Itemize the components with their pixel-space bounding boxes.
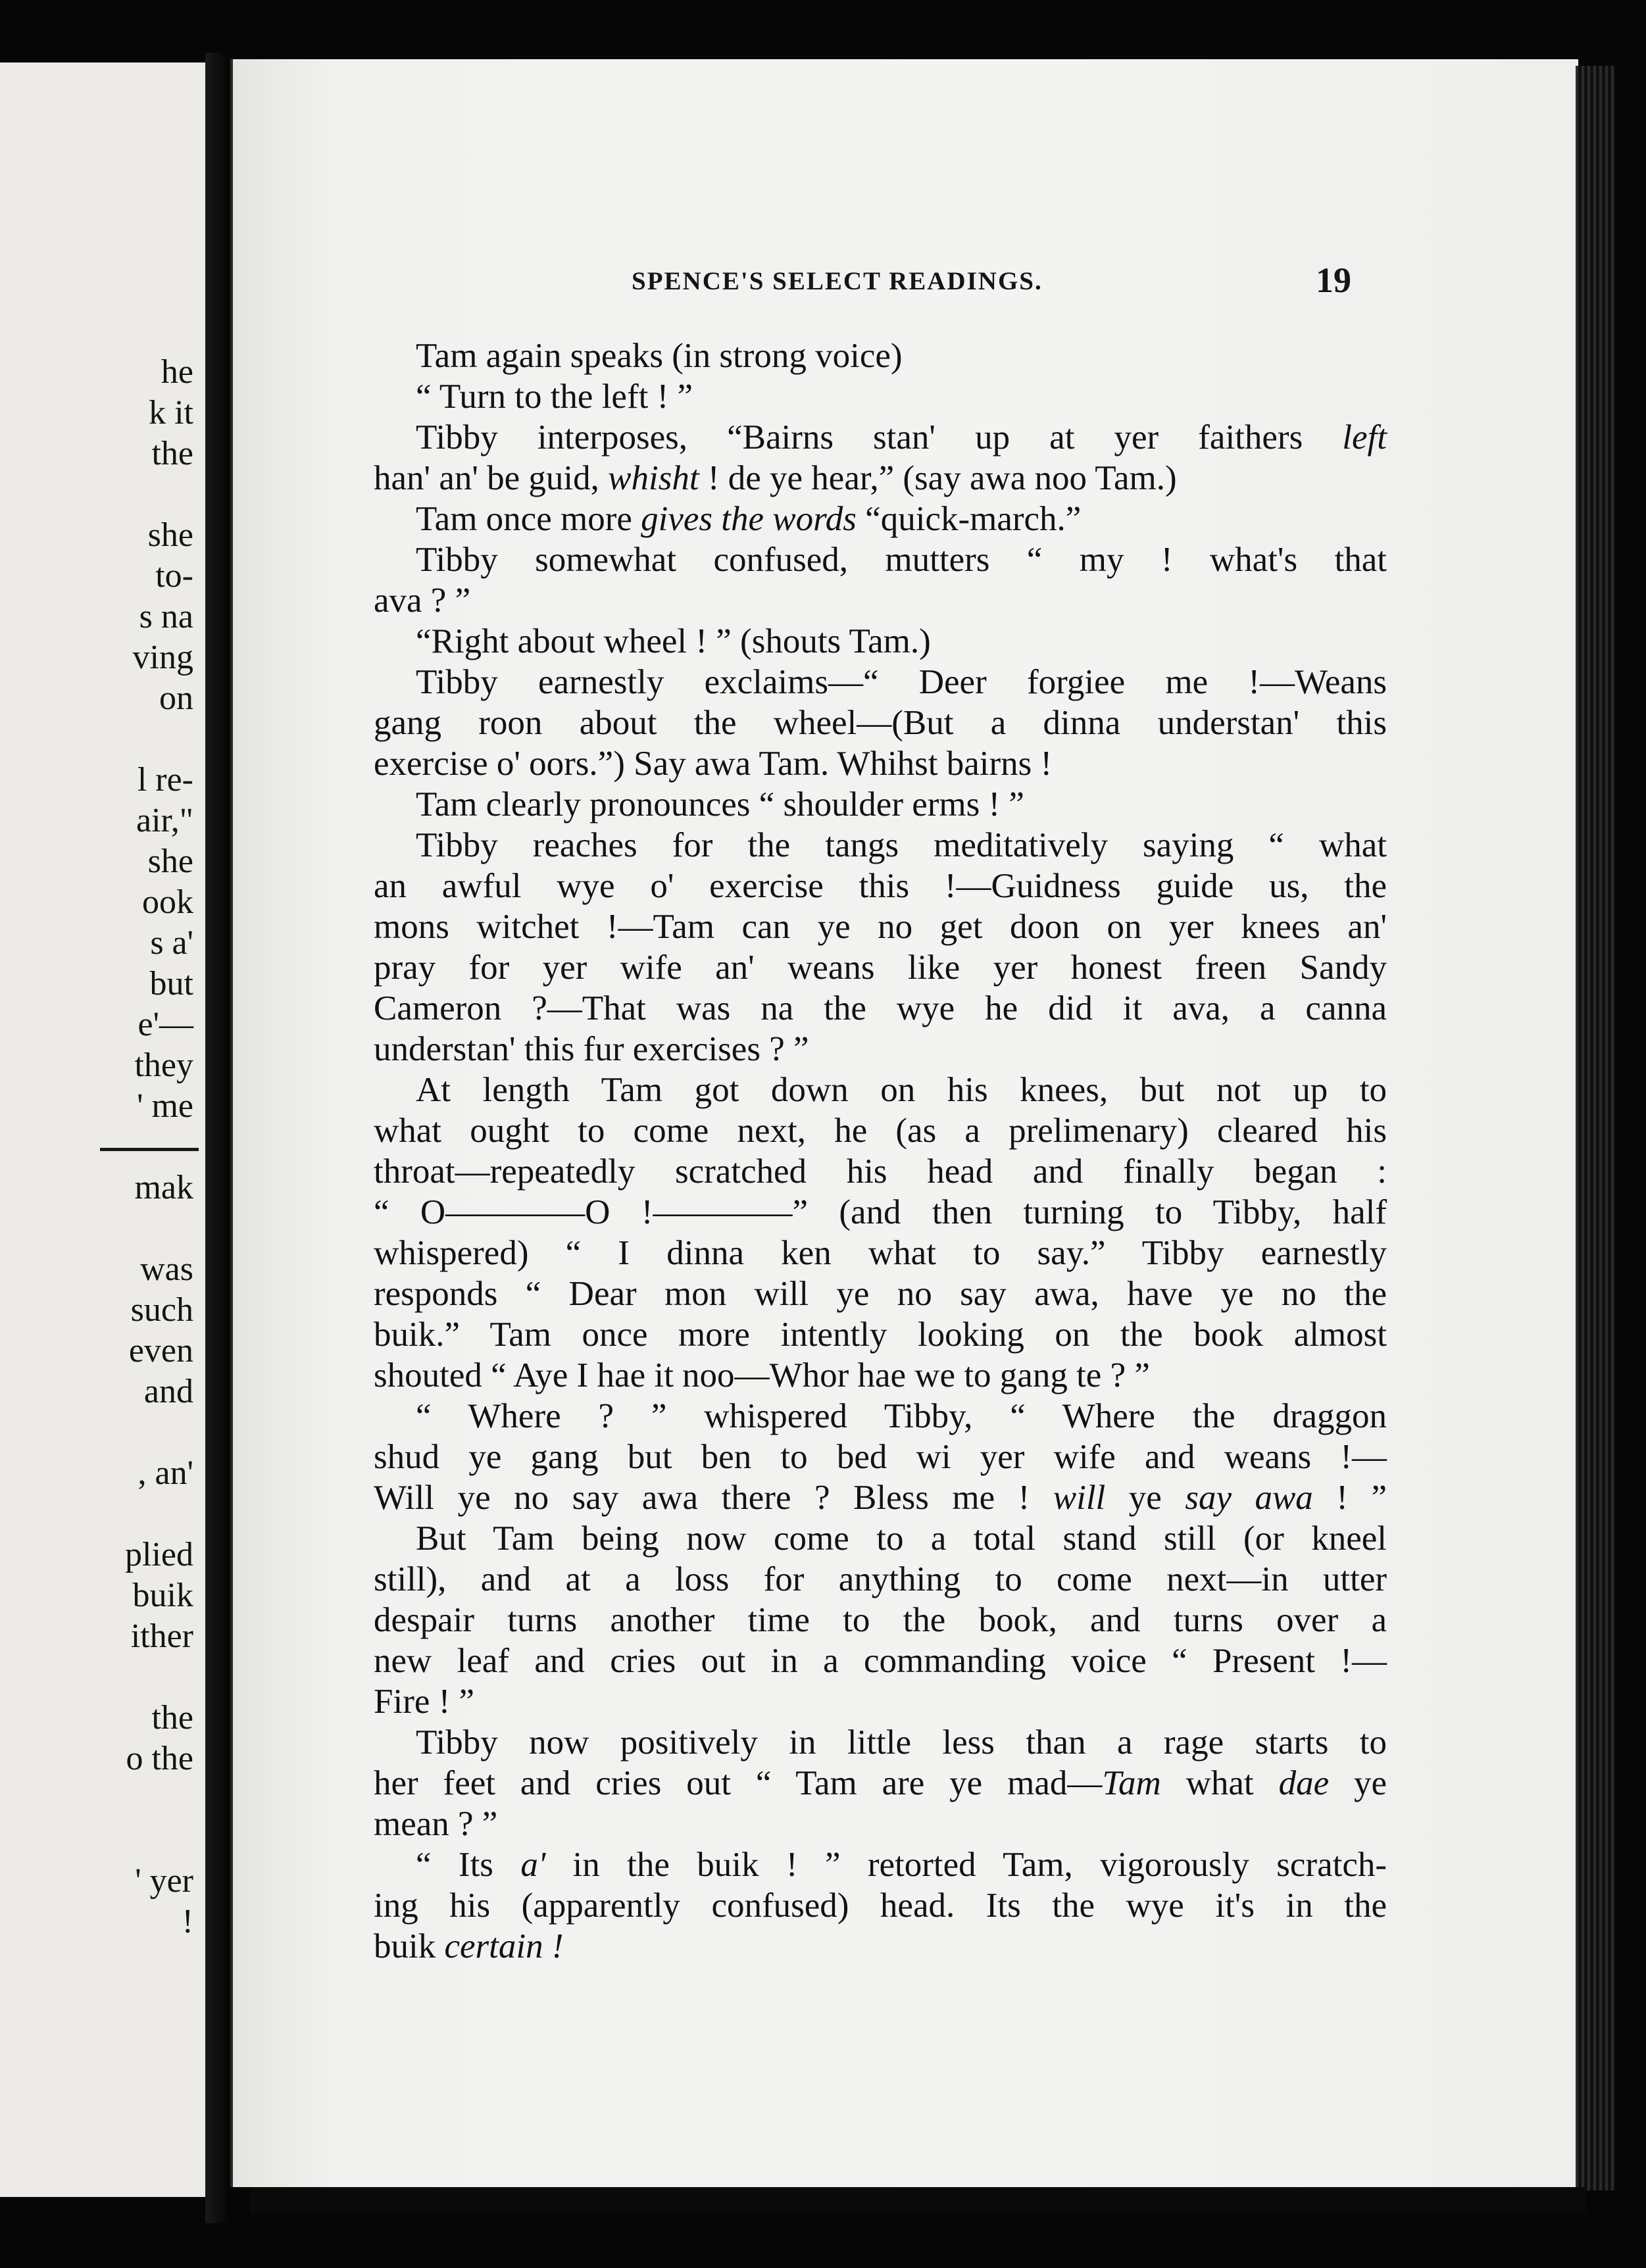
text-line [374, 1314, 1387, 1355]
text-line [374, 1355, 1387, 1396]
book-gutter [205, 53, 229, 2223]
text-line [374, 621, 1387, 662]
text-line [374, 988, 1387, 1029]
text-segment: “ Where ? ” whispered Tibby, “ Where the draggon [416, 1397, 1387, 1435]
text-segment: “Right about wheel ! ” (shouts Tam.) [416, 622, 931, 660]
text-line [374, 1885, 1387, 1926]
left-fragment: k it [149, 394, 193, 431]
left-page-text-fragments [0, 62, 205, 2197]
page-edges [1576, 66, 1615, 2190]
italic-segment: say awa [1185, 1479, 1313, 1517]
text-segment: Tibby reaches for the tangs meditatively saying “ what [416, 826, 1387, 864]
italic-segment: whisht [608, 459, 699, 497]
text-segment: shud ye gang but ben to bed wi yer wife and weans !— [374, 1438, 1387, 1476]
text-segment: shouted “ Aye I hae it noo—Whor hae we to gang te ? ” [374, 1356, 1150, 1394]
text-segment: ! ” [1312, 1479, 1387, 1517]
left-fragment: s a' [150, 924, 193, 962]
text-segment: han' an' be guid, [374, 459, 609, 497]
italic-segment: a' [520, 1846, 546, 1884]
text-segment: buik [374, 1927, 445, 1965]
left-fragment: o the [126, 1740, 193, 1777]
text-segment: ye [1329, 1764, 1387, 1802]
text-segment: an awful wye o' exercise this !—Guidness guide us, the [374, 867, 1387, 905]
text-segment: Tam clearly pronounces “ shoulder erms ! ” [416, 785, 1024, 824]
text-segment: responds “ Dear mon will ye no say awa, have ye no the [374, 1275, 1387, 1313]
page-number: 19 [1316, 260, 1351, 300]
text-segment: what ought to come next, he (as a prelimenary) cleared his [374, 1112, 1387, 1150]
text-line [374, 1233, 1387, 1273]
text-segment: Tibby earnestly exclaims—“ Deer forgiee me !—Weans [416, 663, 1387, 701]
text-segment: still), and at a loss for anything to come next—in utter [374, 1560, 1387, 1598]
text-segment: buik.” Tam once more intently looking on the book almost [374, 1316, 1387, 1354]
text-line [374, 499, 1387, 539]
text-segment: Cameron ?—That was na the wye he did it ava, a canna [374, 989, 1387, 1027]
text-line [374, 458, 1387, 499]
text-segment: pray for yer wife an' weans like yer honest freen Sandy [374, 949, 1387, 987]
bottom-shadow [250, 2187, 1585, 2213]
text-line [374, 906, 1387, 947]
left-fragment: even [128, 1332, 193, 1369]
text-segment: ! de ye hear,” (say awa noo Tam.) [699, 459, 1177, 497]
text-line [374, 1763, 1387, 1804]
text-line [374, 1029, 1387, 1070]
text-segment: Fire ! ” [374, 1683, 475, 1721]
left-fragment: she [147, 843, 193, 880]
left-fragment: she [147, 516, 193, 554]
text-line [374, 1681, 1387, 1722]
text-segment: mean ? ” [374, 1805, 498, 1843]
text-segment: “quick-march.” [856, 500, 1082, 538]
text-segment: “ Turn to the left ! ” [416, 378, 693, 416]
text-segment: whispered) “ I dinna ken what to say.” Tibby earnestly [374, 1234, 1387, 1272]
text-segment: Tibby interposes, “Bairns stan' up at yer faithers [416, 418, 1343, 456]
text-segment: ye [1105, 1479, 1185, 1517]
text-line [374, 1518, 1387, 1559]
text-line [374, 1559, 1387, 1600]
text-line [374, 1844, 1387, 1885]
text-line [374, 580, 1387, 621]
left-fragment: e'— [137, 1006, 193, 1043]
left-fragment: the [151, 1699, 193, 1737]
left-fragment: on [159, 679, 193, 717]
left-fragment: was [140, 1250, 193, 1288]
left-fragment: ! [182, 1903, 193, 1940]
text-line [374, 947, 1387, 988]
left-fragment: ' me [137, 1087, 193, 1125]
text-segment: gang roon about the wheel—(But a dinna understan' this [374, 704, 1387, 742]
text-segment: Tam once more [416, 500, 641, 538]
left-fragment: he [161, 353, 193, 391]
text-line [374, 662, 1387, 703]
italic-segment: certain ! [444, 1927, 564, 1965]
text-segment: mons witchet !—Tam can ye no get doon on yer knees an' [374, 908, 1387, 946]
text-line [374, 1926, 1387, 1967]
text-line [374, 1600, 1387, 1640]
text-line [374, 335, 1387, 376]
italic-segment: Tam [1102, 1764, 1161, 1802]
text-line [374, 1110, 1387, 1151]
text-line [374, 1640, 1387, 1681]
italic-segment: gives the words [641, 500, 857, 538]
text-segment: But Tam being now come to a total stand still (or kneel [416, 1519, 1387, 1558]
text-segment: despair turns another time to the book, and turns over a [374, 1601, 1387, 1639]
italic-segment: dae [1278, 1764, 1330, 1802]
text-line [374, 703, 1387, 743]
text-line [374, 376, 1387, 417]
left-fragment: mak [134, 1169, 193, 1206]
left-divider-rule [100, 1148, 199, 1151]
text-segment: “ O————O !————” (and then turning to Tibby, half [374, 1193, 1387, 1231]
text-segment: understan' this fur exercises ? ” [374, 1030, 809, 1068]
text-segment: in the buik ! ” retorted Tam, vigorously scratch- [545, 1846, 1387, 1884]
text-segment: what [1160, 1764, 1279, 1802]
left-fragment: air," [136, 802, 193, 839]
text-segment: new leaf and cries out in a commanding voice “ Present !— [374, 1642, 1387, 1680]
left-fragment: such [130, 1291, 193, 1329]
left-fragment: ' yer [135, 1862, 193, 1900]
left-fragment: ither [130, 1617, 193, 1655]
left-fragment: ving [132, 639, 193, 676]
left-fragment: buik [132, 1577, 193, 1614]
text-line [374, 1396, 1387, 1437]
left-fragment: and [143, 1373, 193, 1410]
text-line [374, 1192, 1387, 1233]
text-line [374, 1151, 1387, 1192]
text-segment: throat—repeatedly scratched his head and finally began : [374, 1152, 1387, 1191]
italic-segment: left [1342, 418, 1387, 456]
text-line [374, 1804, 1387, 1844]
left-fragment: s na [139, 598, 193, 635]
text-line [374, 825, 1387, 866]
text-segment: Tibby now positively in little less than a rage starts to [416, 1723, 1387, 1762]
text-segment: “ Its [416, 1846, 521, 1884]
text-segment: Tibby somewhat confused, mutters “ my ! what's that [416, 541, 1387, 579]
text-line [374, 539, 1387, 580]
text-segment: At length Tam got down on his knees, but not up to [416, 1071, 1387, 1109]
text-segment: exercise o' oors.”) Say awa Tam. Whihst bairns ! [374, 745, 1053, 783]
left-fragment: they [134, 1047, 193, 1084]
left-facing-page [0, 62, 205, 2197]
text-line [374, 866, 1387, 906]
text-segment: her feet and cries out “ Tam are ye mad— [374, 1764, 1103, 1802]
left-fragment: to- [155, 557, 193, 595]
text-line [374, 1477, 1387, 1518]
running-head: SPENCE'S SELECT READINGS. [632, 267, 1043, 295]
left-fragment: ook [142, 883, 193, 921]
text-line [374, 1273, 1387, 1314]
left-fragment: the [151, 435, 193, 472]
text-line [374, 784, 1387, 825]
text-segment: Will ye no say awa there ? Bless me ! [374, 1479, 1053, 1517]
left-fragment: but [149, 965, 193, 1002]
text-line [374, 1722, 1387, 1763]
text-line [374, 1070, 1387, 1110]
text-segment: ing his (apparently confused) head. Its the wye it's in the [374, 1886, 1387, 1925]
text-segment: Tam again speaks (in strong voice) [416, 337, 903, 375]
body-text [374, 335, 1387, 1967]
left-fragment: l re- [137, 761, 193, 799]
left-fragment: , an' [137, 1454, 193, 1492]
text-line [374, 417, 1387, 458]
left-fragment: plied [125, 1536, 193, 1573]
text-segment: ava ? ” [374, 581, 471, 620]
text-line [374, 1437, 1387, 1477]
italic-segment: will [1053, 1479, 1106, 1517]
text-line [374, 743, 1387, 784]
